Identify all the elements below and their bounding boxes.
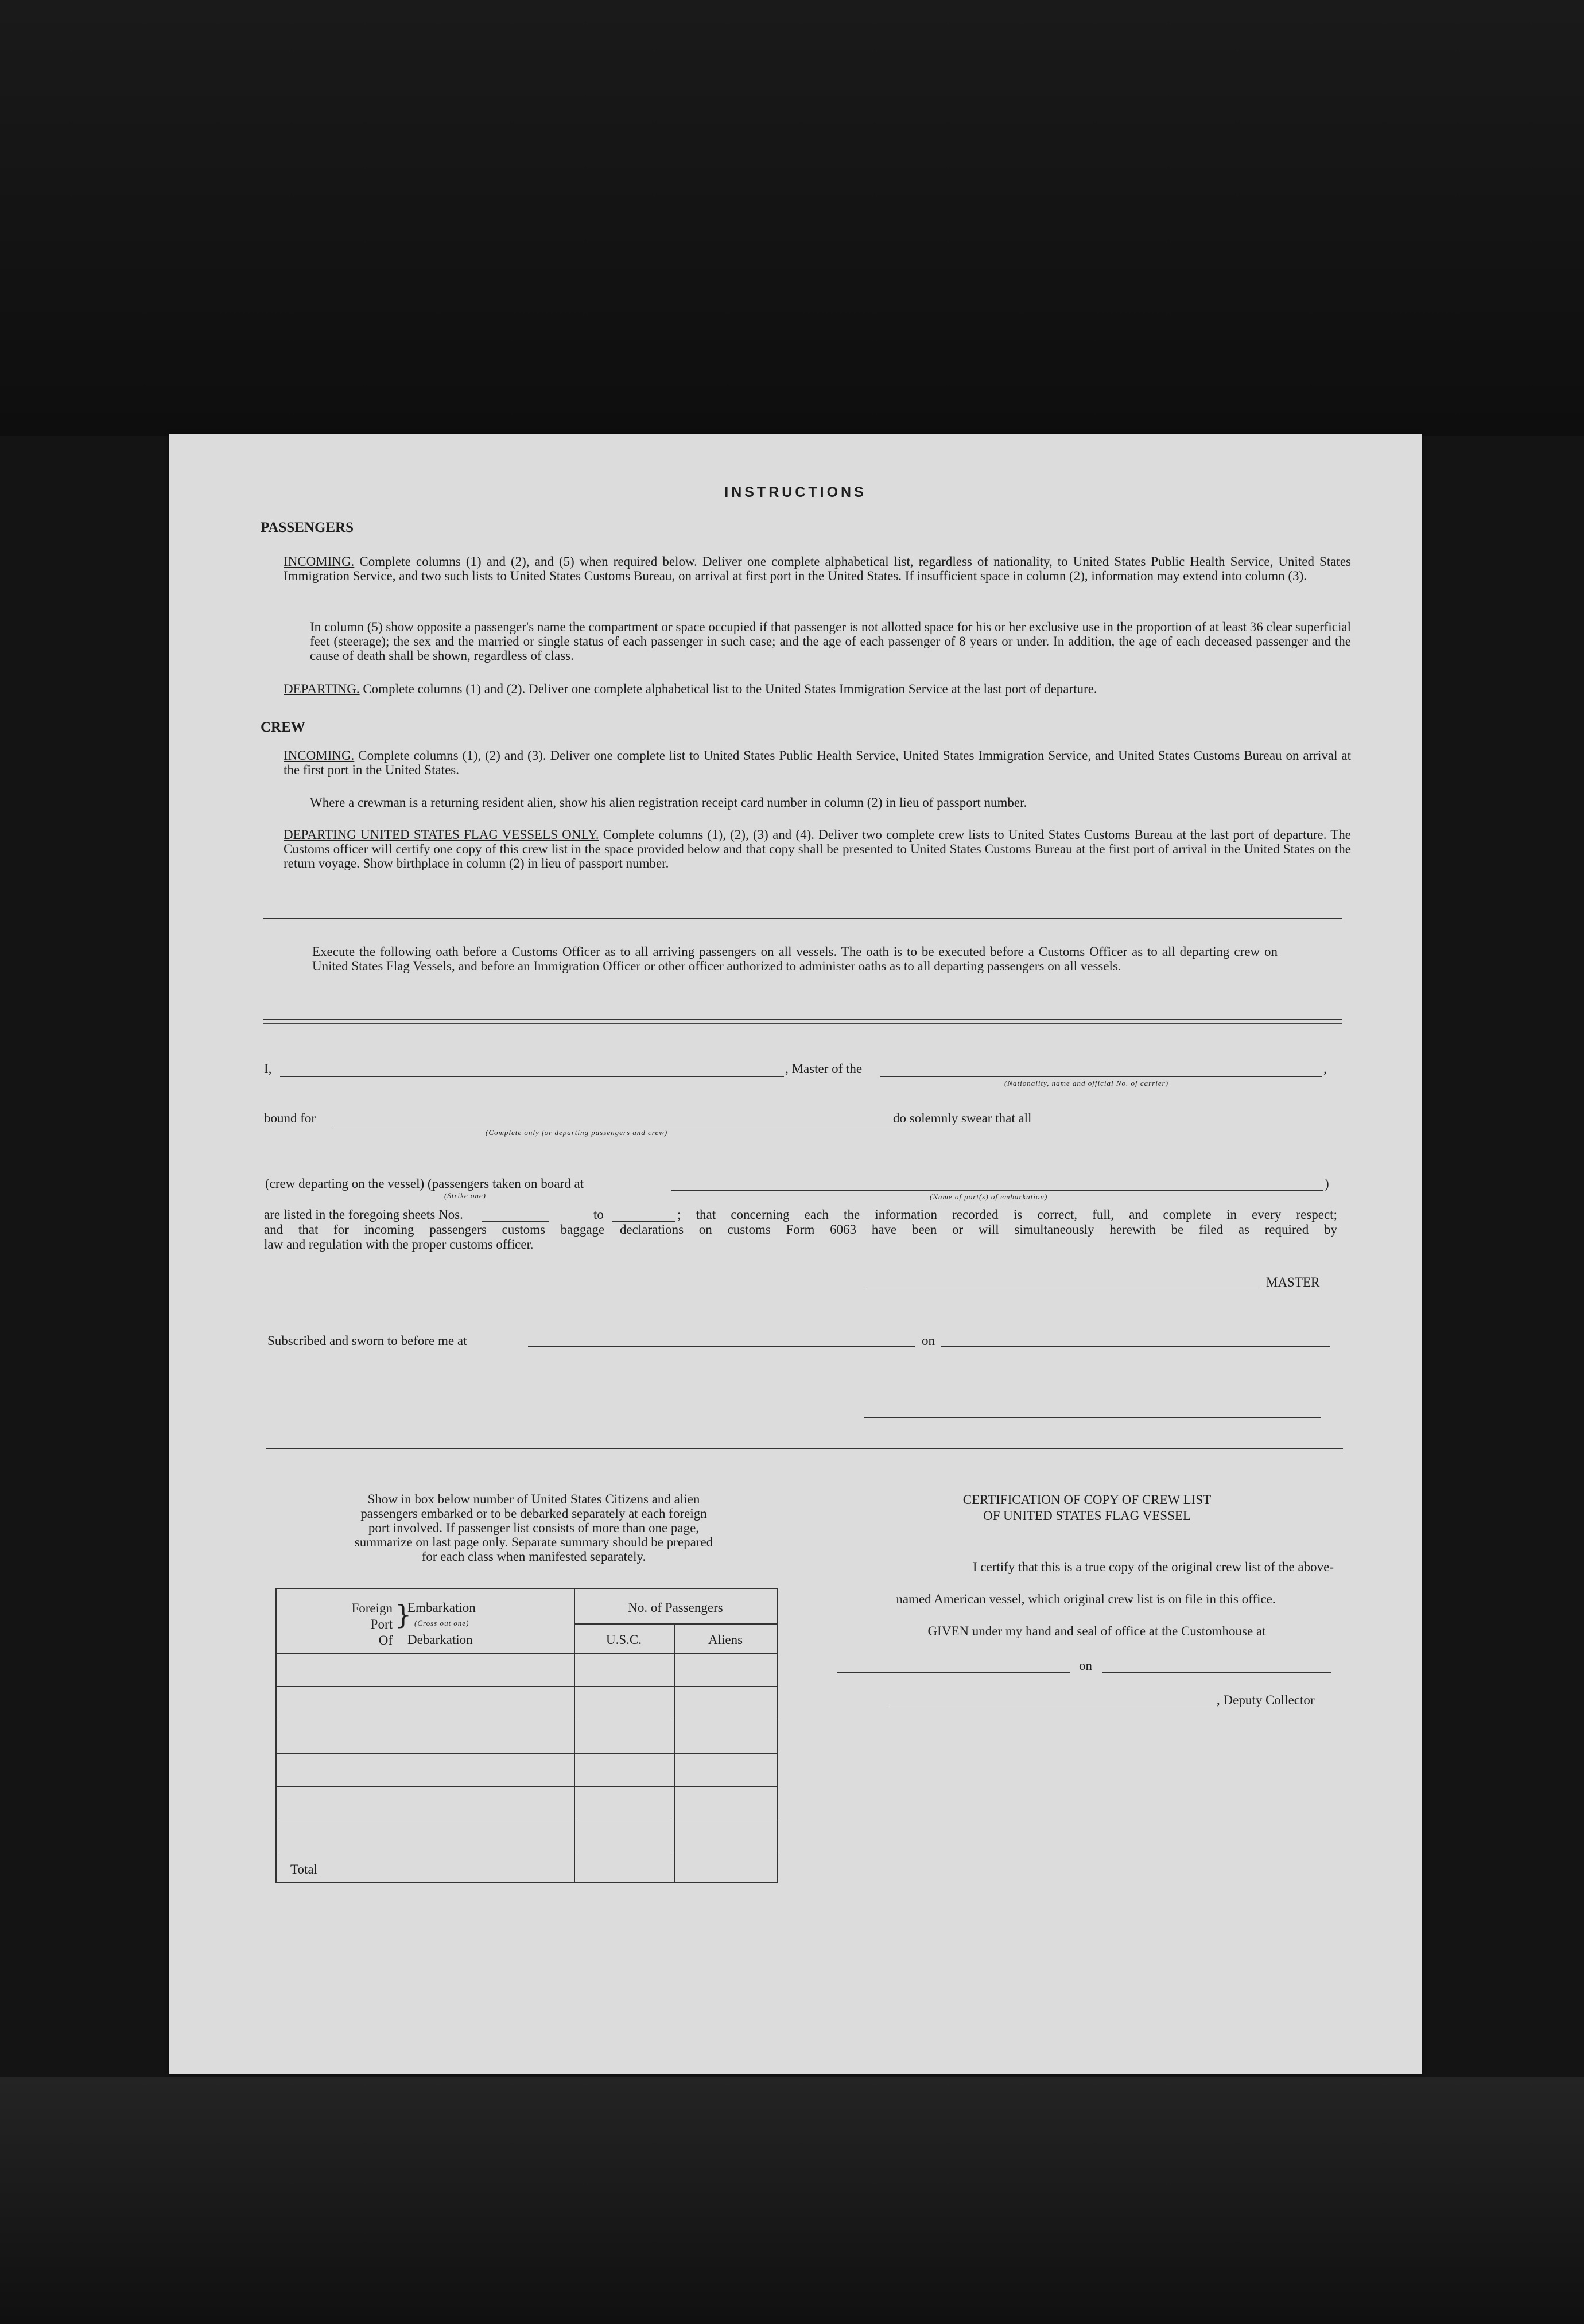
strike-one-hint: (Strike one) xyxy=(444,1191,487,1200)
embarkation-ports-field[interactable] xyxy=(671,1190,1323,1191)
passengers-incoming-text: Complete columns (1) and (2), and (5) when required below. Deliver one complete alphabetical list, regardless of nationality, to United States Public Health Service, United States Immigration Service, and two such lists to United States Customs Bureau, on arrival at first port in the United States. If insufficient space in column (2), information may extend into column (3). xyxy=(284,554,1351,583)
bound-for-hint: (Complete only for departing passengers and crew) xyxy=(486,1128,668,1137)
crew-incoming-text: Complete columns (1), (2) and (3). Deliver one complete list to United States Public Health Service, United States Immigration Service, and United States Customs Bureau on arrival at the first port in the United States. xyxy=(284,748,1352,777)
table-divider xyxy=(277,1653,777,1654)
certification-line2: named American vessel, which original crew list is on file in this office. xyxy=(896,1592,1276,1606)
divider-rule xyxy=(263,1023,1342,1024)
oath-i-label: I, xyxy=(264,1062,272,1076)
master-label: MASTER xyxy=(1266,1275,1320,1289)
debarkation-header: Debarkation xyxy=(407,1633,473,1647)
total-row-label: Total xyxy=(290,1862,317,1876)
oath-trailing-comma: , xyxy=(1323,1062,1327,1076)
table-row[interactable] xyxy=(277,1753,777,1754)
summary-instruction xyxy=(301,1492,767,1564)
divider-rule xyxy=(266,1448,1343,1449)
certification-line1: I certify that this is a true copy of the original crew list of the above- xyxy=(972,1560,1334,1574)
foreign-port-line: Foreign xyxy=(351,1601,393,1615)
ports-hint: (Name of port(s) of embarkation) xyxy=(930,1192,1048,1201)
brace-glyph: } xyxy=(395,1599,412,1630)
summary-instruction-line: summarize on last page only. Separate summary should be prepared xyxy=(354,1535,713,1549)
aliens-header: Aliens xyxy=(708,1633,743,1647)
passengers-column5-text: In column (5) show opposite a passenger's name the compartment or space occupied if that passenger is not allotted space for his or her exclusive use in the proportion of at least 36 clear superficial feet (steerage); the sex and the married or single status of each passenger in such case; and the age of each passenger of 8 years or under. In addition, the age of each deceased passenger and the cause of death shall be shown, regardless of class. xyxy=(310,620,1351,663)
oath-swear-text: do solemnly swear that all xyxy=(893,1111,1032,1125)
certification-on-label: on xyxy=(1079,1658,1092,1673)
crew-departing-text: Complete columns (1), (2), (3) and (4). Deliver two complete crew lists to United States Customs Bureau at the last port of departure. The Customs officer will certify one copy of this crew list in the space provided below and that copy shall be presented to United States Customs Bureau at the first port of arrival in the United States on the return voyage. Show birthplace in column (2) in lieu of passport number. xyxy=(284,827,1351,870)
oath-master-of-label: , Master of the xyxy=(785,1062,863,1076)
crew-returning-text: Where a crewman is a returning resident alien, show his alien registration receipt card number in column (2) in lieu of passport number. xyxy=(310,795,1027,810)
summary-instruction-line: passengers embarked or to be debarked separately at each foreign xyxy=(360,1506,707,1521)
sworn-location-field[interactable] xyxy=(528,1346,915,1347)
cross-out-hint: (Cross out one) xyxy=(414,1619,469,1627)
oath-listed-to: to xyxy=(593,1207,604,1222)
certification-date-field[interactable] xyxy=(1102,1672,1331,1673)
passengers-departing-text: Complete columns (1) and (2). Deliver one complete alphabetical list to the United States Immigration Service at the last port of departure. xyxy=(363,682,1097,696)
oath-instruction-text: Execute the following oath before a Customs Officer as to all arriving passengers on all vessels. The oath is to be executed before a Customs Officer as to all departing crew on United States Flag Vessels, and before an Immigration Officer or other officer authorized to administer oaths as to all departing passengers on all vessels. xyxy=(312,945,1278,973)
passengers-heading: PASSENGERS xyxy=(261,520,354,535)
table-row[interactable] xyxy=(277,1686,777,1687)
oath-listed-text-b: ; that concerning each the information recorded is correct, full, and complete in every respect; xyxy=(677,1207,1337,1222)
oath-listed-text-d: law and regulation with the proper customs officer. xyxy=(264,1237,534,1252)
passengers-incoming-label: INCOMING. xyxy=(284,554,355,569)
deputy-collector-label: , Deputy Collector xyxy=(1217,1693,1315,1707)
scan-background-bottom xyxy=(0,2077,1584,2324)
table-divider xyxy=(574,1623,777,1625)
foreign-port-line: Of xyxy=(378,1633,393,1647)
certification-line3: GIVEN under my hand and seal of office at the Customhouse at xyxy=(927,1624,1266,1638)
sworn-on-label: on xyxy=(922,1334,935,1348)
form-title: INSTRUCTIONS xyxy=(724,484,867,500)
foreign-port-of-header xyxy=(337,1600,393,1649)
summary-instruction-line: Show in box below number of United States Citizens and alien xyxy=(367,1492,700,1506)
oath-crew-departing-text: (crew departing on the vessel) (passengers taken on board at xyxy=(265,1176,584,1191)
passenger-summary-table xyxy=(275,1588,778,1883)
master-name-field[interactable] xyxy=(280,1076,784,1077)
oath-listed-text-a: are listed in the foregoing sheets Nos. xyxy=(264,1207,463,1222)
oath-listed-text-c: and that for incoming passengers customs baggage declarations on customs Form 6063 have been or will simultaneously herewith be filed as required by xyxy=(264,1222,1337,1237)
foreign-port-line: Port xyxy=(370,1617,393,1631)
officer-signature-field[interactable] xyxy=(864,1417,1321,1418)
table-divider xyxy=(674,1623,675,1882)
sheet-to-field[interactable] xyxy=(612,1221,675,1222)
oath-close-paren: ) xyxy=(1325,1176,1329,1191)
scan-background-top xyxy=(0,0,1584,436)
crew-heading: CREW xyxy=(261,720,305,735)
form-sheet xyxy=(169,434,1422,2074)
embarkation-header: Embarkation xyxy=(407,1600,476,1615)
sheet-from-field[interactable] xyxy=(482,1221,549,1222)
crew-departing-block xyxy=(284,827,1351,870)
summary-instruction-line: port involved. If passenger list consists of more than one page, xyxy=(368,1521,700,1535)
crew-incoming-label: INCOMING. xyxy=(284,748,355,763)
certification-title xyxy=(857,1492,1317,1524)
passengers-incoming-block xyxy=(284,554,1351,583)
summary-instruction-line: for each class when manifested separately. xyxy=(421,1549,646,1564)
subscribed-label: Subscribed and sworn to before me at xyxy=(267,1334,467,1348)
crew-incoming-block xyxy=(284,748,1351,777)
crew-departing-label: DEPARTING UNITED STATES FLAG VESSELS ONLY. xyxy=(284,827,599,842)
divider-rule xyxy=(263,1019,1342,1020)
passengers-departing-label: DEPARTING. xyxy=(284,682,360,696)
carrier-field[interactable] xyxy=(880,1076,1322,1077)
sworn-date-field[interactable] xyxy=(941,1346,1330,1347)
customhouse-field[interactable] xyxy=(837,1672,1070,1673)
carrier-hint: (Nationality, name and official No. of carrier) xyxy=(1004,1079,1169,1087)
table-row[interactable] xyxy=(277,1786,777,1787)
passengers-departing-block xyxy=(284,682,1351,696)
no-passengers-header: No. of Passengers xyxy=(628,1600,723,1615)
divider-rule xyxy=(263,918,1342,919)
certification-title-line: CERTIFICATION OF COPY OF CREW LIST xyxy=(962,1493,1212,1507)
certification-title-line: OF UNITED STATES FLAG VESSEL xyxy=(983,1509,1191,1523)
usc-header: U.S.C. xyxy=(606,1633,642,1647)
oath-bound-for-label: bound for xyxy=(264,1111,316,1125)
